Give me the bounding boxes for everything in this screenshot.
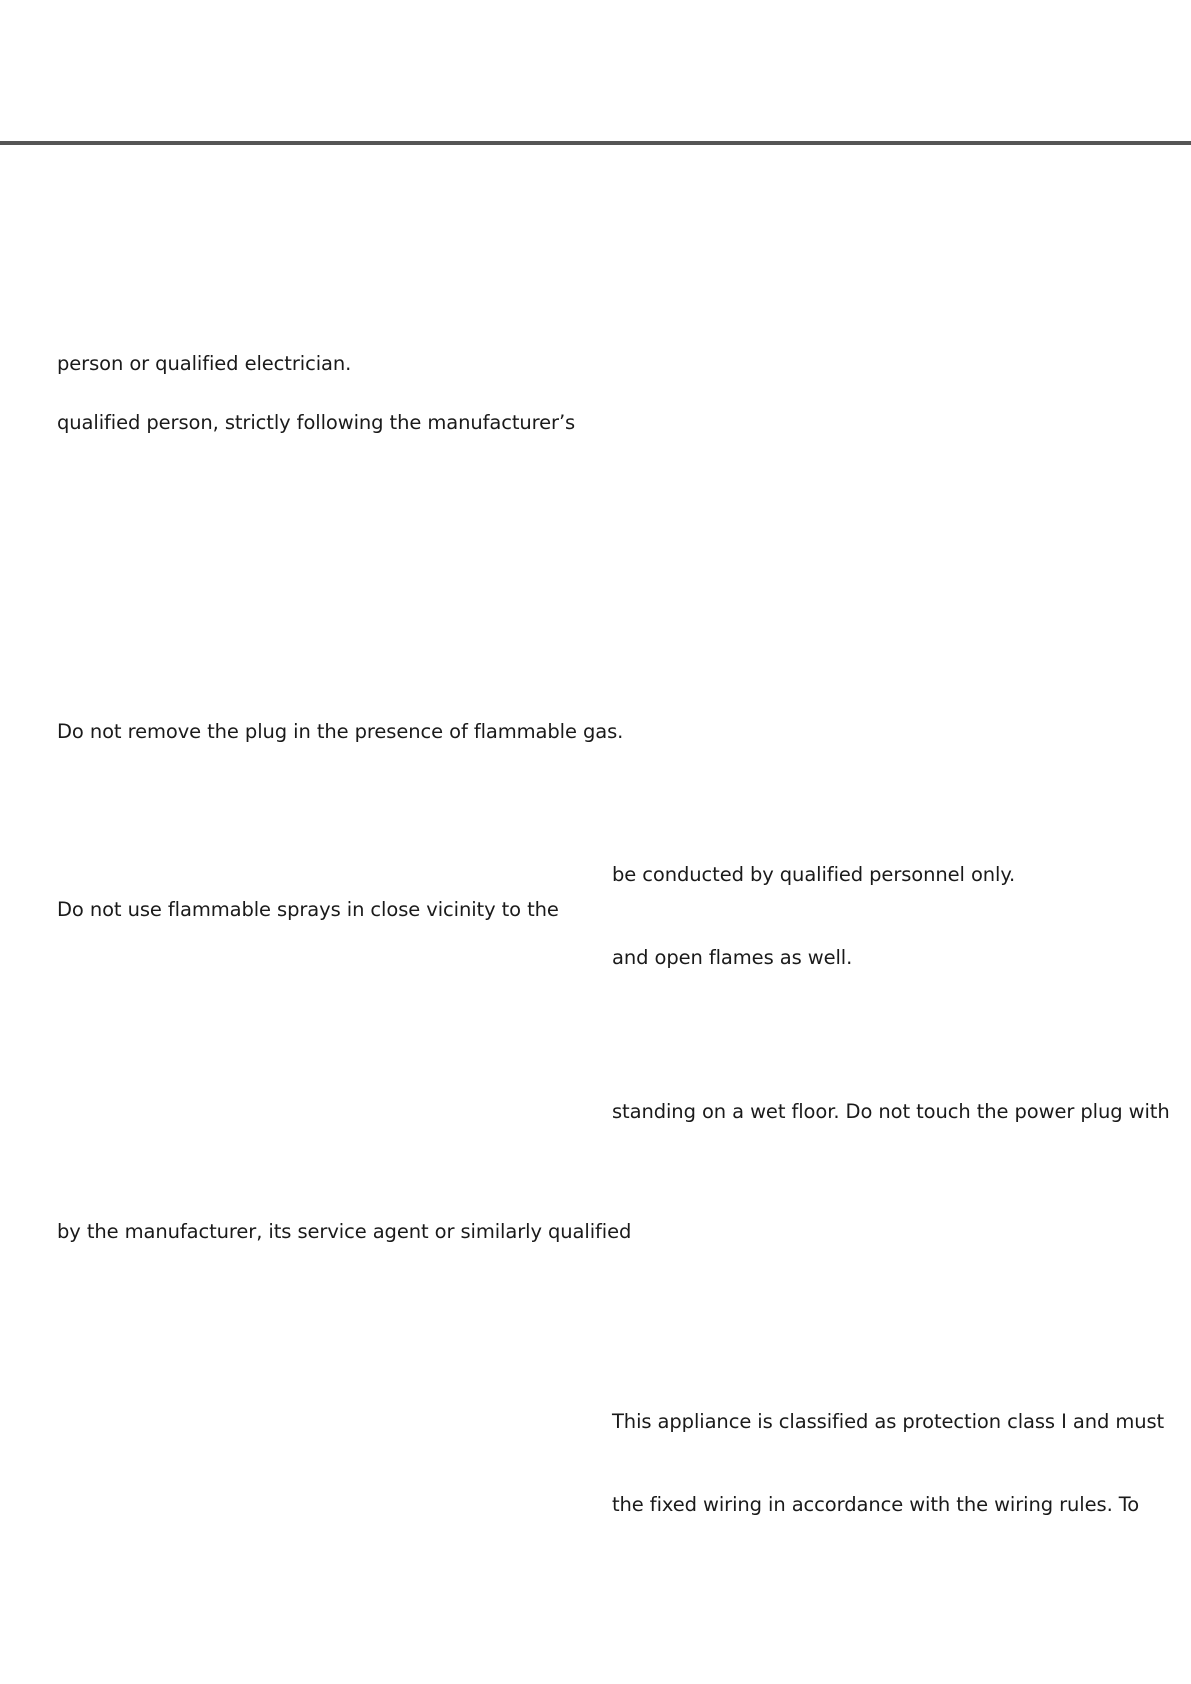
text-line: be conducted by qualified personnel only. [612, 863, 1016, 886]
text-line: Do not remove the plug in the presence of flammable gas. [57, 720, 624, 743]
text-line: by the manufacturer, its service agent or similarly qualified [57, 1220, 632, 1243]
text-line: standing on a wet floor. Do not touch the power plug with [612, 1100, 1170, 1123]
text-line: and open flames as well. [612, 946, 853, 969]
text-line: This appliance is classified as protection class I and must [612, 1410, 1165, 1433]
header-divider [0, 141, 1191, 145]
text-line: qualified person, strictly following the manufacturer’s [57, 411, 576, 434]
text-line: the fixed wiring in accordance with the wiring rules. To [612, 1493, 1140, 1516]
text-line: person or qualified electrician. [57, 352, 352, 375]
text-line: Do not use flammable sprays in close vicinity to the [57, 898, 559, 921]
